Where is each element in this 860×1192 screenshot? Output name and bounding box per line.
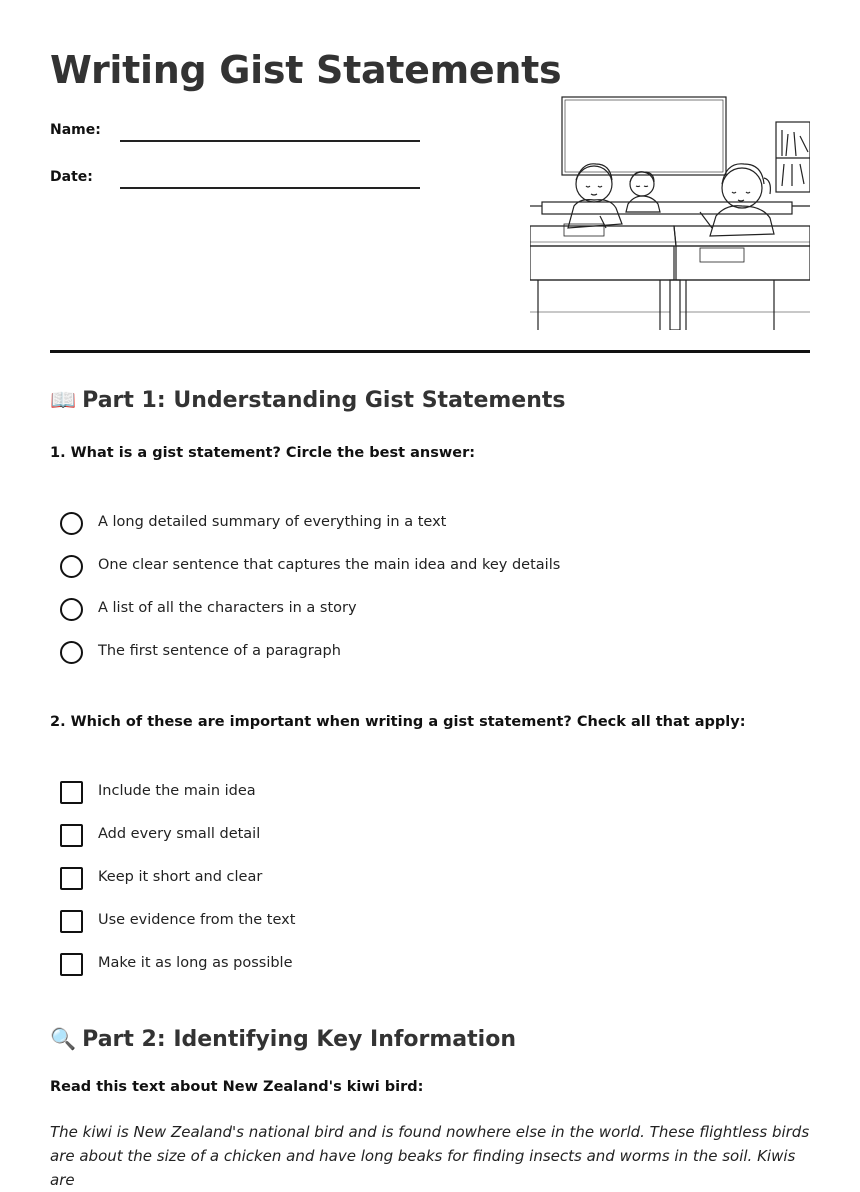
q2-option-label: Add every small detail xyxy=(98,826,261,842)
q1-option-label: A long detailed summary of everything in a text xyxy=(98,514,447,530)
q2-option-label: Keep it short and clear xyxy=(98,869,263,885)
q1-option-3[interactable] xyxy=(60,598,760,624)
q2-option-label: Make it as long as possible xyxy=(98,955,293,971)
name-field[interactable] xyxy=(50,122,430,152)
open-book-icon: 📖 xyxy=(50,388,77,412)
radio-circle[interactable] xyxy=(60,598,83,621)
radio-circle[interactable] xyxy=(60,512,83,535)
q1-option-label: A list of all the characters in a story xyxy=(98,600,357,616)
date-line[interactable] xyxy=(120,187,420,189)
name-label: Name: xyxy=(50,122,101,138)
part1-title: Part 1: Understanding Gist Statements xyxy=(82,388,566,413)
q2-option-4[interactable] xyxy=(60,910,760,936)
q2-option-label: Use evidence from the text xyxy=(98,912,296,928)
q2-option-2[interactable] xyxy=(60,824,760,850)
magnifying-glass-icon: 🔍 xyxy=(50,1027,77,1051)
radio-circle[interactable] xyxy=(60,555,83,578)
q2-option-label: Include the main idea xyxy=(98,783,256,799)
checkbox[interactable] xyxy=(60,867,83,890)
date-label: Date: xyxy=(50,169,93,185)
question-1: 1. What is a gist statement? Circle the best answer: xyxy=(50,445,476,461)
classroom-illustration xyxy=(530,94,810,330)
q2-option-1[interactable] xyxy=(60,781,760,807)
checkbox[interactable] xyxy=(60,824,83,847)
page-title: Writing Gist Statements xyxy=(50,48,562,92)
date-field[interactable] xyxy=(50,169,430,199)
radio-circle[interactable] xyxy=(60,641,83,664)
part2-heading xyxy=(50,1027,516,1052)
q1-option-4[interactable] xyxy=(60,641,760,667)
part1-heading xyxy=(50,388,565,413)
q1-option-label: The first sentence of a paragraph xyxy=(98,643,341,659)
header-divider xyxy=(50,350,810,353)
q2-option-3[interactable] xyxy=(60,867,760,893)
checkbox[interactable] xyxy=(60,953,83,976)
q1-option-label: One clear sentence that captures the main idea and key details xyxy=(98,557,561,573)
kiwi-passage: The kiwi is New Zealand's national bird and is found nowhere else in the world. These flightless birds are about the size of a chicken and have long beaks for finding insects and worms in the soil. Kiwis are xyxy=(50,1123,810,1189)
checkbox[interactable] xyxy=(60,781,83,804)
q1-option-1[interactable] xyxy=(60,512,760,538)
part2-title: Part 2: Identifying Key Information xyxy=(82,1027,516,1052)
question-2: 2. Which of these are important when writing a gist statement? Check all that apply: xyxy=(50,714,746,730)
q2-option-5[interactable] xyxy=(60,953,760,979)
read-prompt: Read this text about New Zealand's kiwi bird: xyxy=(50,1079,424,1095)
q1-option-2[interactable] xyxy=(60,555,760,581)
checkbox[interactable] xyxy=(60,910,83,933)
name-line[interactable] xyxy=(120,140,420,142)
